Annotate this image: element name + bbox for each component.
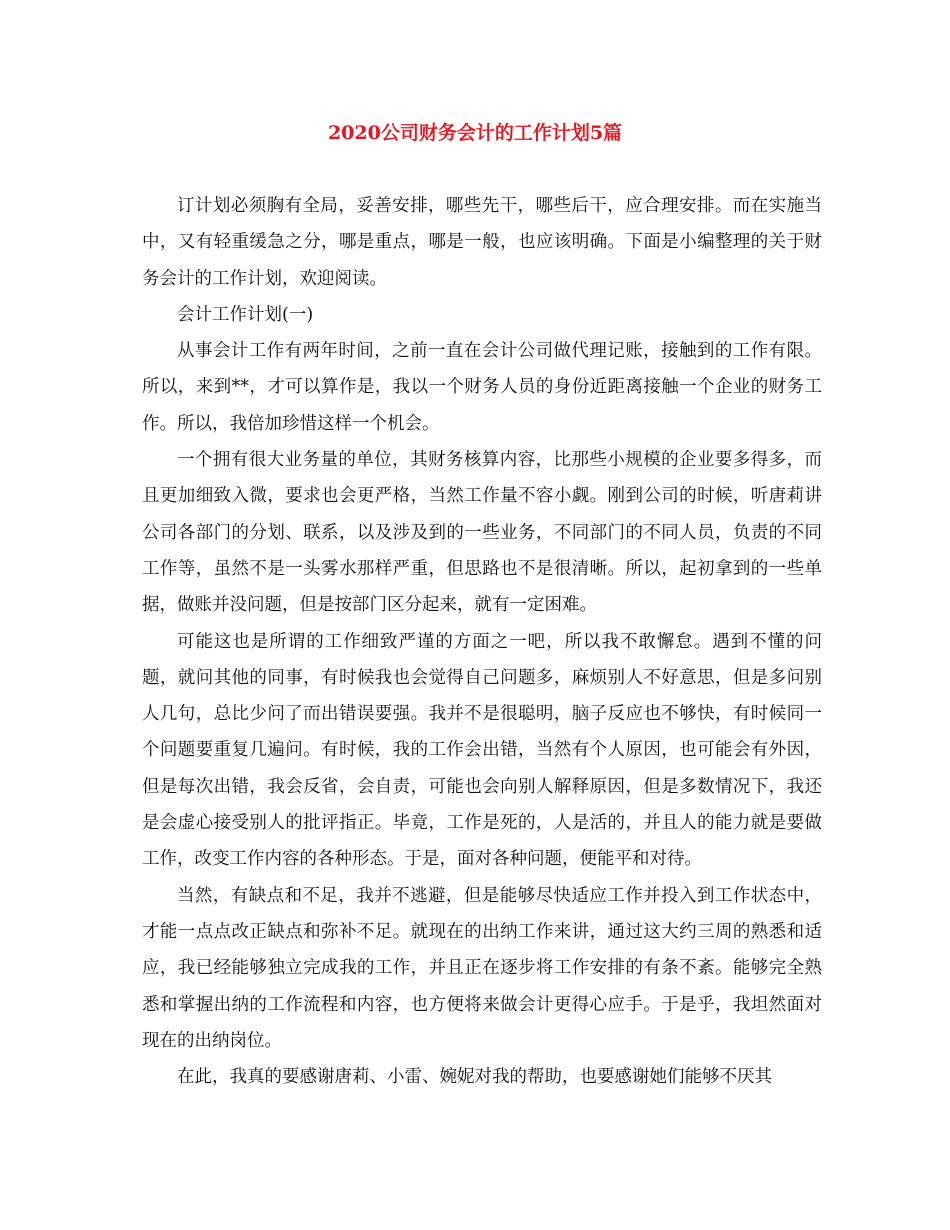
body-paragraph: 当然，有缺点和不足，我并不逃避，但是能够尽快适应工作并投入到工作状态中，才能一点点改正缺点和弥补不足。就现在的出纳工作来讲，通过这大约三周的熟悉和适应，我已经能够独立完成我的工作，并且正在逐步将工作安排的有条不紊。能够完全熟悉和掌握出纳的工作流程和内容，也方便将来做会计更得心应手。于是乎，我坦然面对现在的出纳岗位。 <box>142 885 822 1051</box>
document-body <box>142 188 822 1095</box>
section-heading: 会计工作计划(一) <box>177 304 314 325</box>
body-paragraph: 从事会计工作有两年时间，之前一直在会计公司做代理记账，接触到的工作有限。所以，来到**，才可以算作是，我以一个财务人员的身份近距离接触一个企业的财务工作。所以，我倍加珍惜这样一个机会。 <box>142 341 822 434</box>
intro-paragraph: 订计划必须胸有全局，妥善安排，哪些先干，哪些后干，应合理安排。而在实施当中，又有轻重缓急之分，哪是重点，哪是一般，也应该明确。下面是小编整理的关于财务会计的工作计划，欢迎阅读。 <box>142 196 822 289</box>
body-paragraph: 可能这也是所谓的工作细致严谨的方面之一吧，所以我不敢懈怠。遇到不懂的问题，就问其他的同事，有时候我也会觉得自己问题多，麻烦别人不好意思，但是多问别人几句，总比少问了而出错误要强。我并不是很聪明，脑子反应也不够快，有时候同一个问题要重复几遍问。有时候，我的工作会出错，当然有个人原因，也可能会有外因，但是每次出错，我会反省，会自责，可能也会向别人解释原因，但是多数情况下，我还是会虚心接受别人的批评指正。毕竟，工作是死的，人是活的，并且人的能力就是要做工作，改变工作内容的各种形态。于是，面对各种问题，便能平和对待。 <box>142 631 822 870</box>
body-paragraph: 一个拥有很大业务量的单位，其财务核算内容，比那些小规模的企业要多得多，而且更加细致入微，要求也会更严格，当然工作量不容小觑。刚到公司的时候，听唐莉讲公司各部门的分划、联系，以及涉及到的一些业务，不同部门的不同人员，负责的不同工作等，虽然不是一头雾水那样严重，但思路也不是很清晰。所以，起初拿到的一些单据，做账并没问题，但是按部门区分起来，就有一定困难。 <box>142 450 822 616</box>
document-title: 2020公司财务会计的工作计划5篇 <box>327 122 623 144</box>
body-paragraph: 在此，我真的要感谢唐莉、小雷、婉妮对我的帮助，也要感谢她们能够不厌其 <box>177 1067 772 1088</box>
